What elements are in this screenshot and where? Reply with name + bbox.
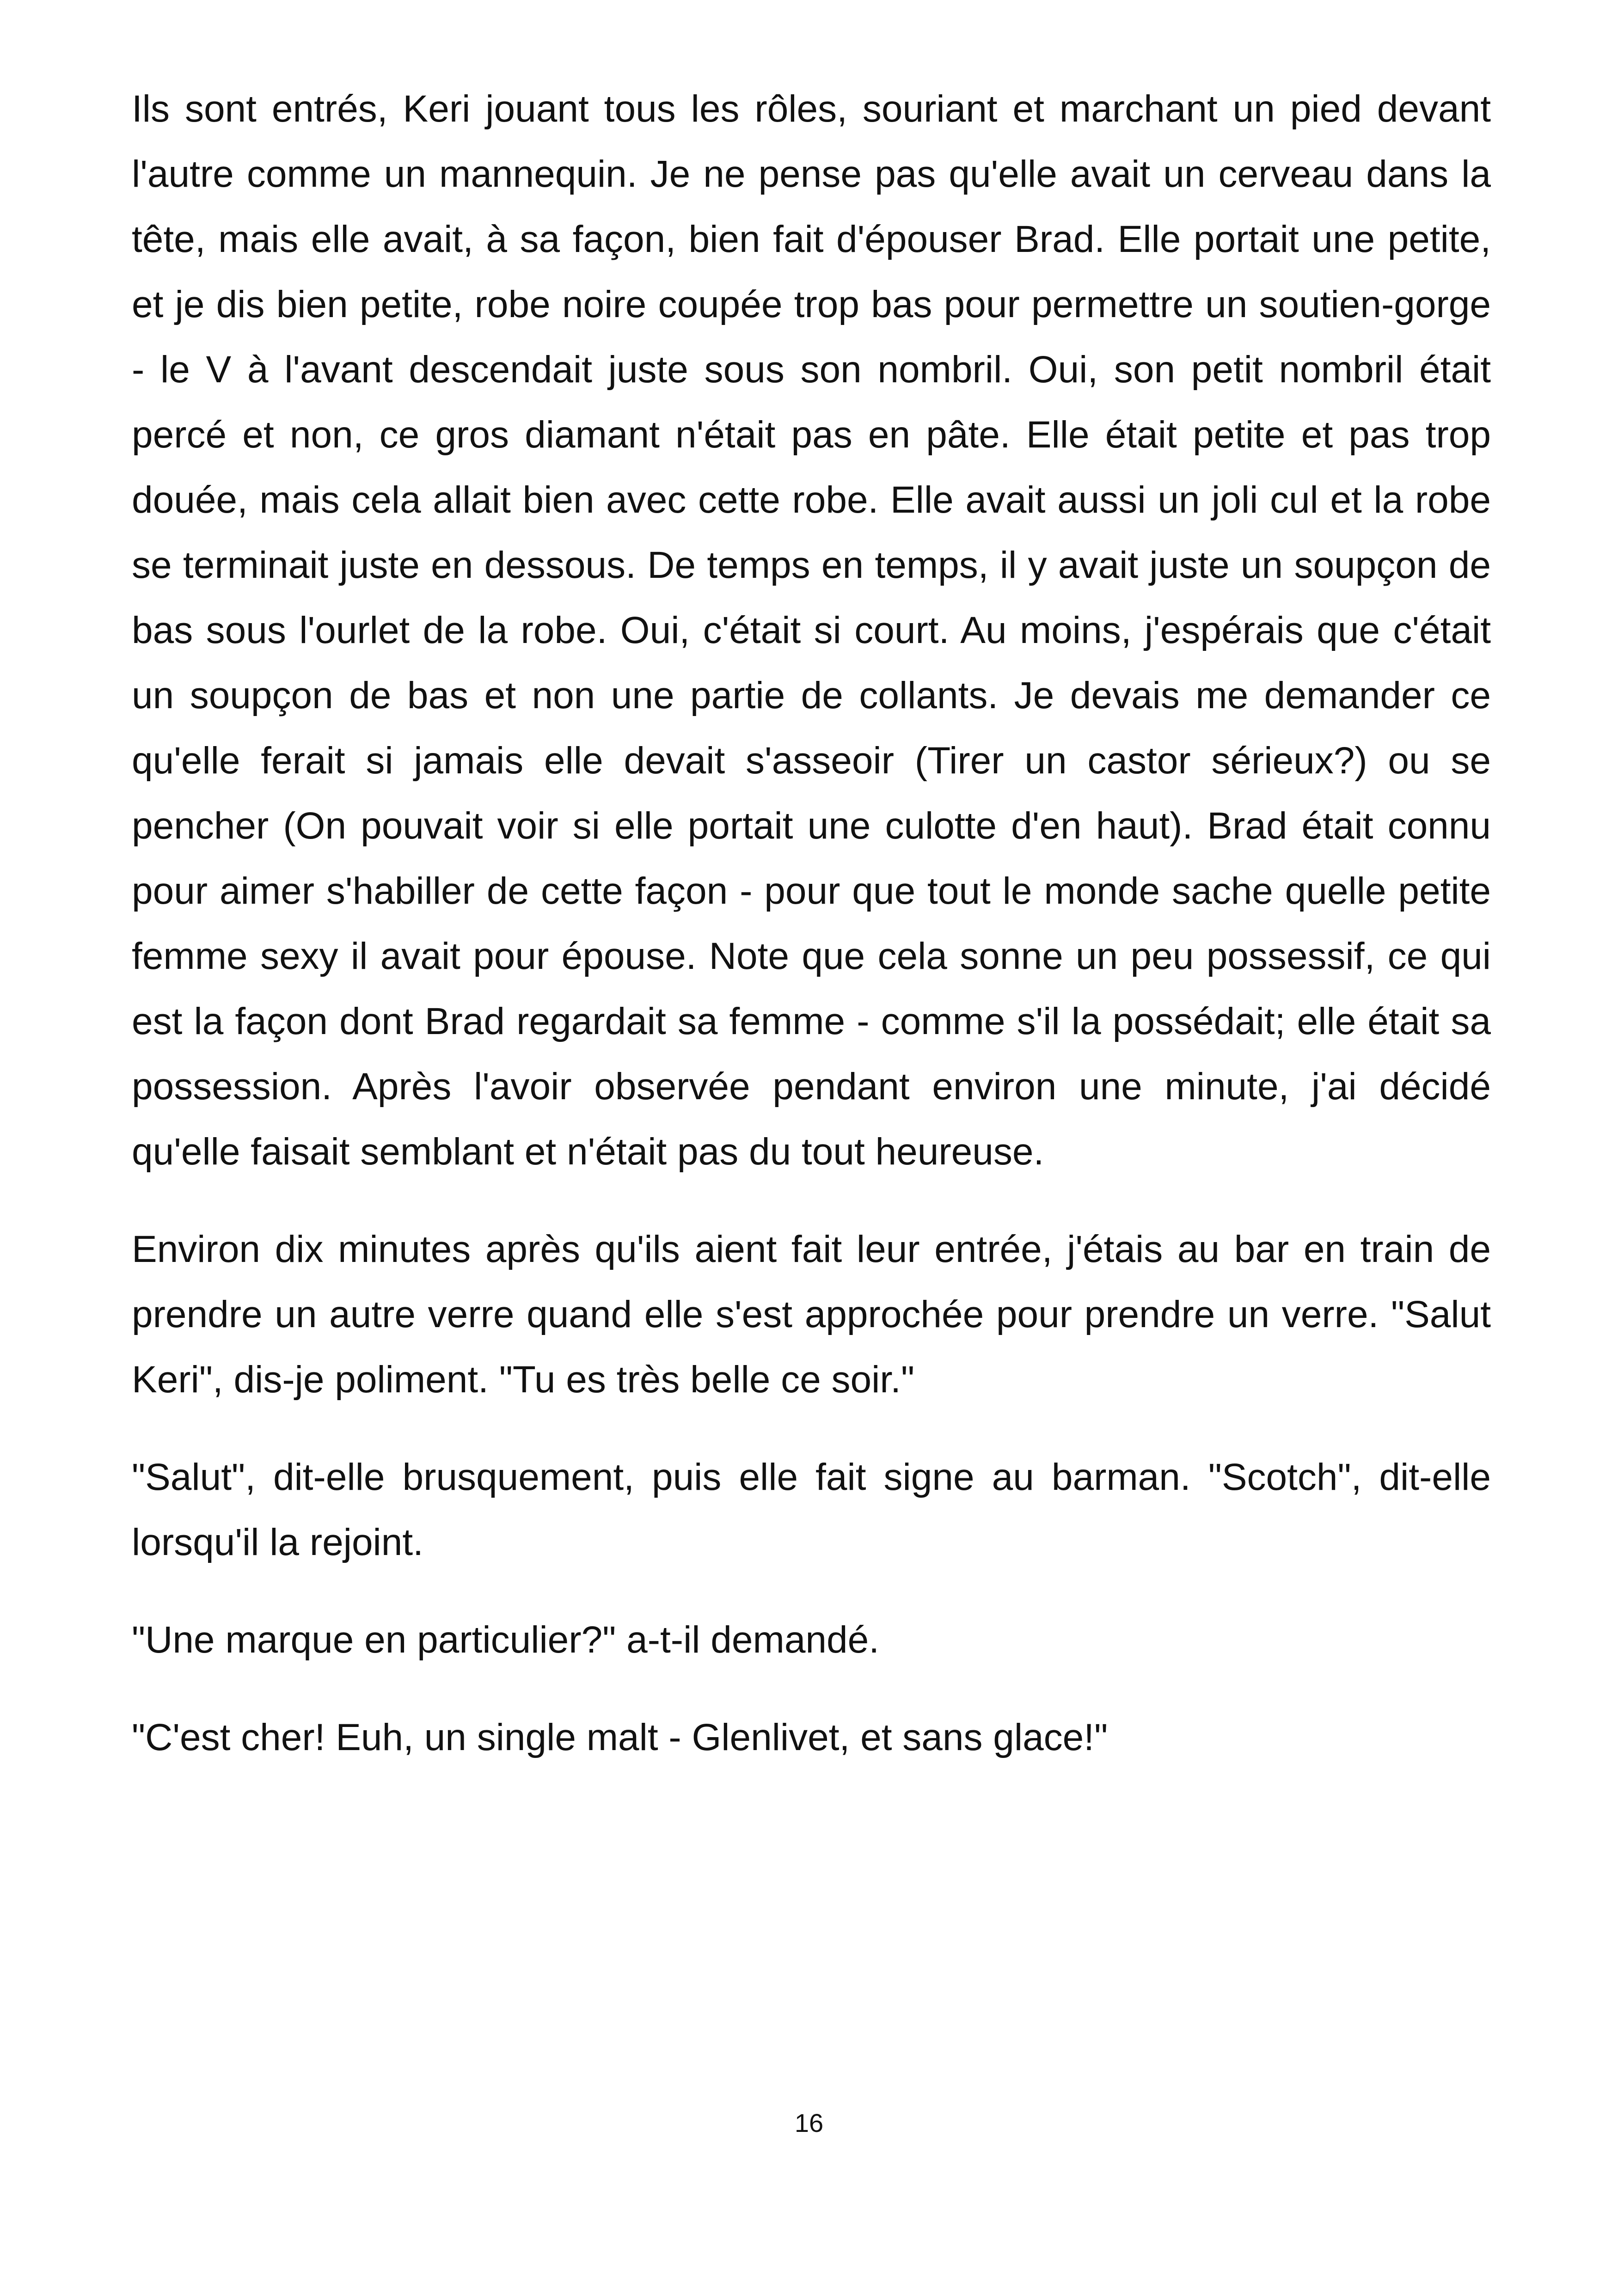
paragraph-2: Environ dix minutes après qu'ils aient fait leur entrée, j'étais au bar en train de prendre un autre verre quand elle s'est approchée pour prendre un verre. "Salut Keri", dis-je poliment. "Tu es très belle ce soir." [132,1228,1491,1401]
paragraph-1: Ils sont entrés, Keri jouant tous les rôles, souriant et marchant un pied devant l'autre comme un mannequin. Je ne pense pas qu'elle avait un cerveau dans la tête, mais elle avait, à sa façon, bien fait d'épouser Brad. Elle portait une petite, et je dis bien petite, robe noire coupée trop bas pour permettre un soutien-gorge - le V à l'avant descendait juste sous son nombril. Oui, son petit nombril était percé et non, ce gros diamant n'était pas en pâte. Elle était petite et pas trop douée, mais cela allait bien avec cette robe. Elle avait aussi un joli cul et la robe se terminait juste en dessous. De temps en temps, il y avait juste un soupçon de bas sous l'ourlet de la robe. Oui, c'était si court. Au moins, j'espérais que c'était un soupçon de bas et non une partie de collants. Je devais me demander ce qu'elle ferait si jamais elle devait s'asseoir (Tirer un castor sérieux?) ou se pencher (On pouvait voir si elle portait une culotte d'en haut). Brad était connu pour aimer s'habiller de cette façon - pour que tout le monde sache quelle petite femme sexy il avait pour épouse. Note que cela sonne un peu possessif, ce qui est la façon dont Brad regardait sa femme - comme s'il la possédait; elle était sa possession. Après l'avoir observée pendant environ une minute, j'ai décidé qu'elle faisait semblant et n'était pas du tout heureuse. [132,88,1491,1173]
page-number: 16 [794,2108,824,2137]
paragraph-5: "C'est cher! Euh, un single malt - Glenlivet, et sans glace!" [132,1716,1108,1758]
paragraph-3: "Salut", dit-elle brusquement, puis elle fait signe au barman. "Scotch", dit-elle lorsqu'il la rejoint. [132,1456,1491,1563]
body-text [132,76,1491,1770]
paragraph-4: "Une marque en particulier?" a-t-il demandé. [132,1619,880,1661]
